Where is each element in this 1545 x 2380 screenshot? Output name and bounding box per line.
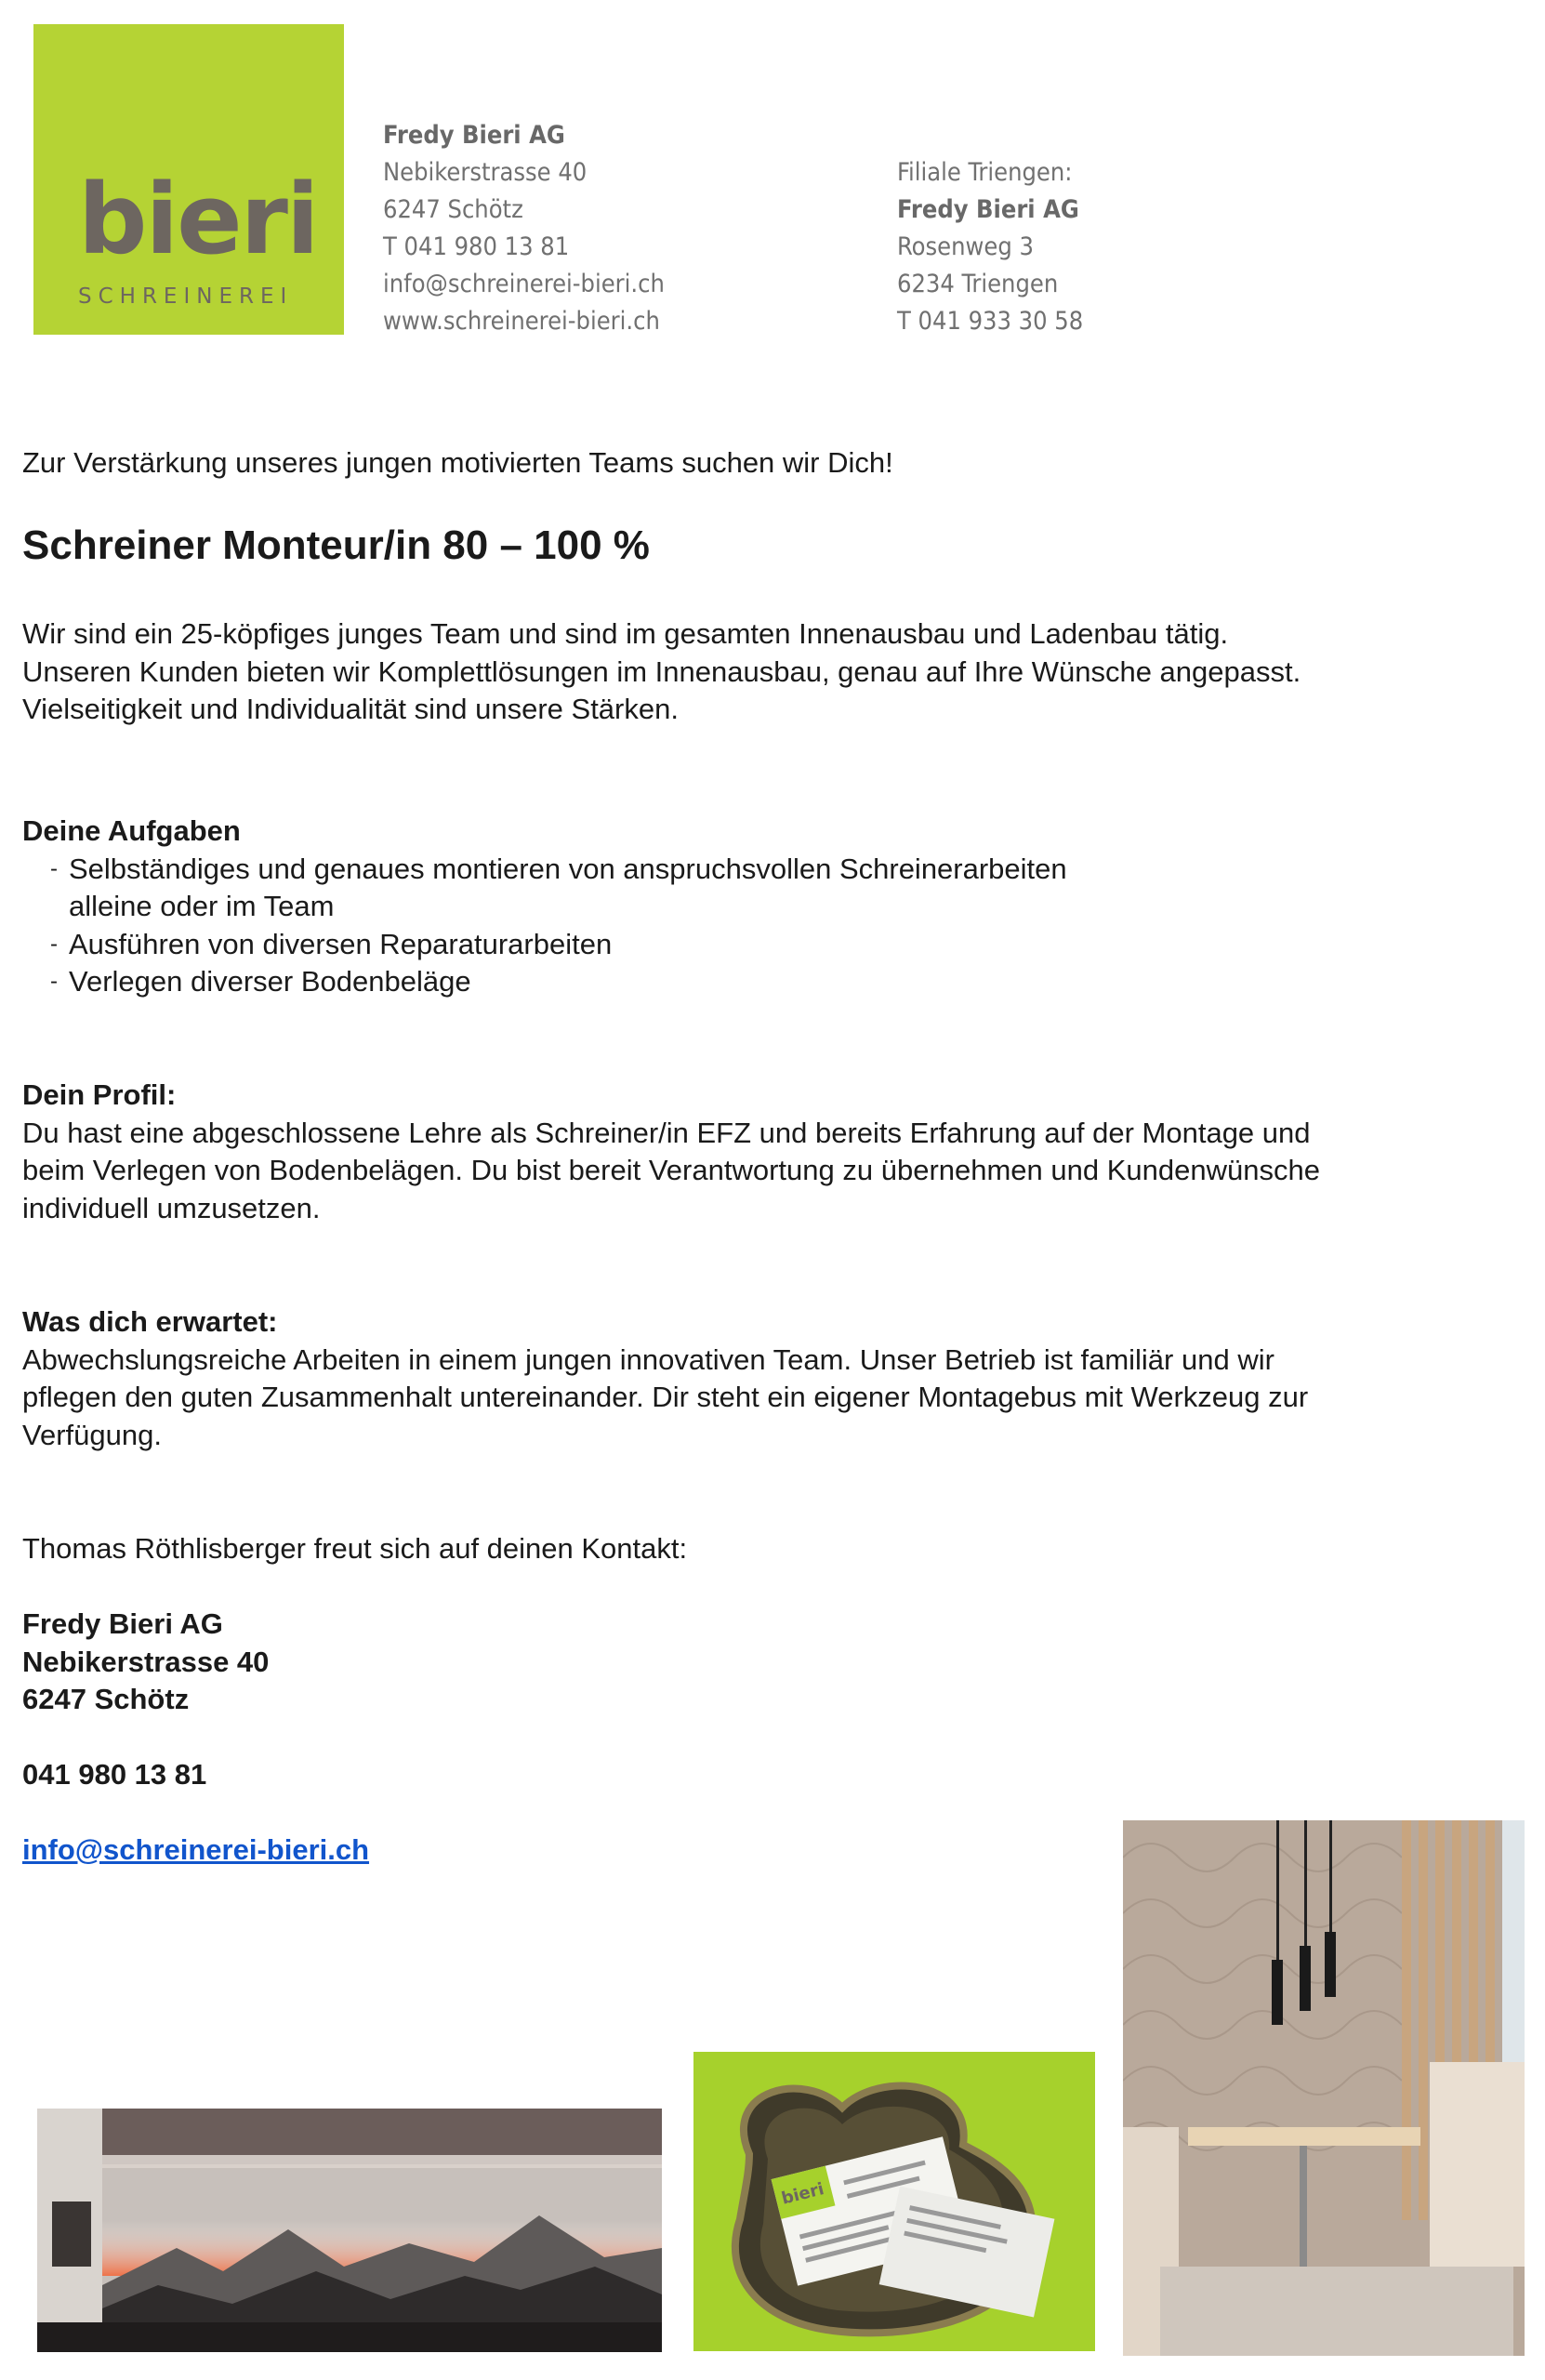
expect-heading: Was dich erwartet: [22, 1305, 278, 1338]
branch-company: Fredy Bieri AG [897, 195, 1079, 224]
branch-city: 6234 Triengen [897, 270, 1059, 298]
expect-line: Abwechslungsreiche Arbeiten in einem jungen innovativen Team. Unser Betrieb ist familiär und wir [22, 1342, 1274, 1376]
task-text: Verlegen diverser Bodenbeläge [69, 965, 471, 998]
description-line: Wir sind ein 25-köpfiges junges Team und sind im gesamten Innenausbau und Ladenbau tätig. [22, 617, 1229, 650]
contact-intro: Thomas Röthlisberger freut sich auf deinen Kontakt: [22, 1532, 688, 1565]
contact-email-link[interactable]: info@schreinerei-bieri.ch [22, 1833, 370, 1866]
logo-subtitle: SCHREINEREI [78, 284, 294, 309]
letterhead-city: 6247 Schötz [383, 195, 523, 224]
intro-text: Zur Verstärkung unseres jungen motivierten Teams suchen wir Dich! [22, 446, 893, 479]
contact-company: Fredy Bieri AG [22, 1607, 223, 1640]
task-item [22, 851, 1067, 889]
profile-line: Du hast eine abgeschlossene Lehre als Schreiner/in EFZ und bereits Erfahrung auf der Montage und [22, 1116, 1311, 1149]
mountain-wall-photo [37, 2109, 662, 2352]
expectations-section [22, 1303, 1308, 1454]
contact-section [22, 1530, 687, 1870]
tasks-heading: Deine Aufgaben [22, 814, 241, 847]
letterhead-company: Fredy Bieri AG [383, 121, 565, 150]
business-cards-photo [693, 2052, 1095, 2351]
mountain-wall-illustration [37, 2109, 662, 2352]
job-title: Schreiner Monteur/in 80 – 100 % [22, 522, 650, 568]
expect-line: pflegen den guten Zusammenhalt untereinander. Dir steht ein eigener Montagebus mit Werkzeug zur [22, 1381, 1309, 1413]
profile-line: beim Verlegen von Bodenbelägen. Du bist bereit Verantwortung zu übernehmen und Kundenwünsche [22, 1154, 1320, 1186]
bullet-dash: - [50, 969, 58, 994]
tasks-section [22, 813, 1067, 1001]
task-item [22, 926, 1067, 964]
contact-phone: 041 980 13 81 [22, 1758, 207, 1791]
contact-street: Nebikerstrasse 40 [22, 1645, 270, 1678]
description-line: Unseren Kunden bieten wir Komplettlösungen im Innenausbau, genau auf Ihre Wünsche angepasst. [22, 654, 1301, 688]
contact-city: 6247 Schötz [22, 1683, 190, 1715]
profile-heading: Dein Profil: [22, 1078, 177, 1111]
profile-line: individuell umzusetzen. [22, 1191, 321, 1224]
company-logo [33, 24, 344, 335]
interior-lounge-photo [1123, 1820, 1525, 2356]
branch-phone: T 041 933 30 58 [897, 307, 1084, 336]
branch-street: Rosenweg 3 [897, 232, 1034, 261]
task-item [22, 963, 1067, 1001]
company-description [22, 615, 1301, 729]
description-line: Vielseitigkeit und Individualität sind unsere Stärken. [22, 693, 679, 725]
branch-label: Filiale Triengen: [897, 158, 1073, 187]
lounge-illustration [1123, 1820, 1525, 2356]
letterhead-main-address [383, 117, 665, 340]
card-logo-text: bieri [779, 2179, 826, 2209]
letterhead-branch-address [897, 154, 1083, 340]
task-text-continued: alleine oder im Team [69, 890, 335, 922]
letterhead-web: www.schreinerei-bieri.ch [383, 307, 660, 336]
heart-basket-illustration [693, 2052, 1095, 2351]
bullet-dash: - [50, 931, 58, 957]
bullet-dash: - [50, 855, 58, 881]
task-text: Ausführen von diversen Reparaturarbeiten [69, 927, 613, 960]
expect-line: Verfügung. [22, 1418, 162, 1451]
profile-section [22, 1077, 1320, 1227]
task-text: Selbständiges und genaues montieren von anspruchsvollen Schreinerarbeiten [69, 852, 1067, 885]
letterhead-street: Nebikerstrasse 40 [383, 158, 588, 187]
letterhead-phone: T 041 980 13 81 [383, 232, 570, 261]
letterhead-email: info@schreinerei-bieri.ch [383, 270, 665, 298]
logo-wordmark: bieri [78, 163, 318, 276]
